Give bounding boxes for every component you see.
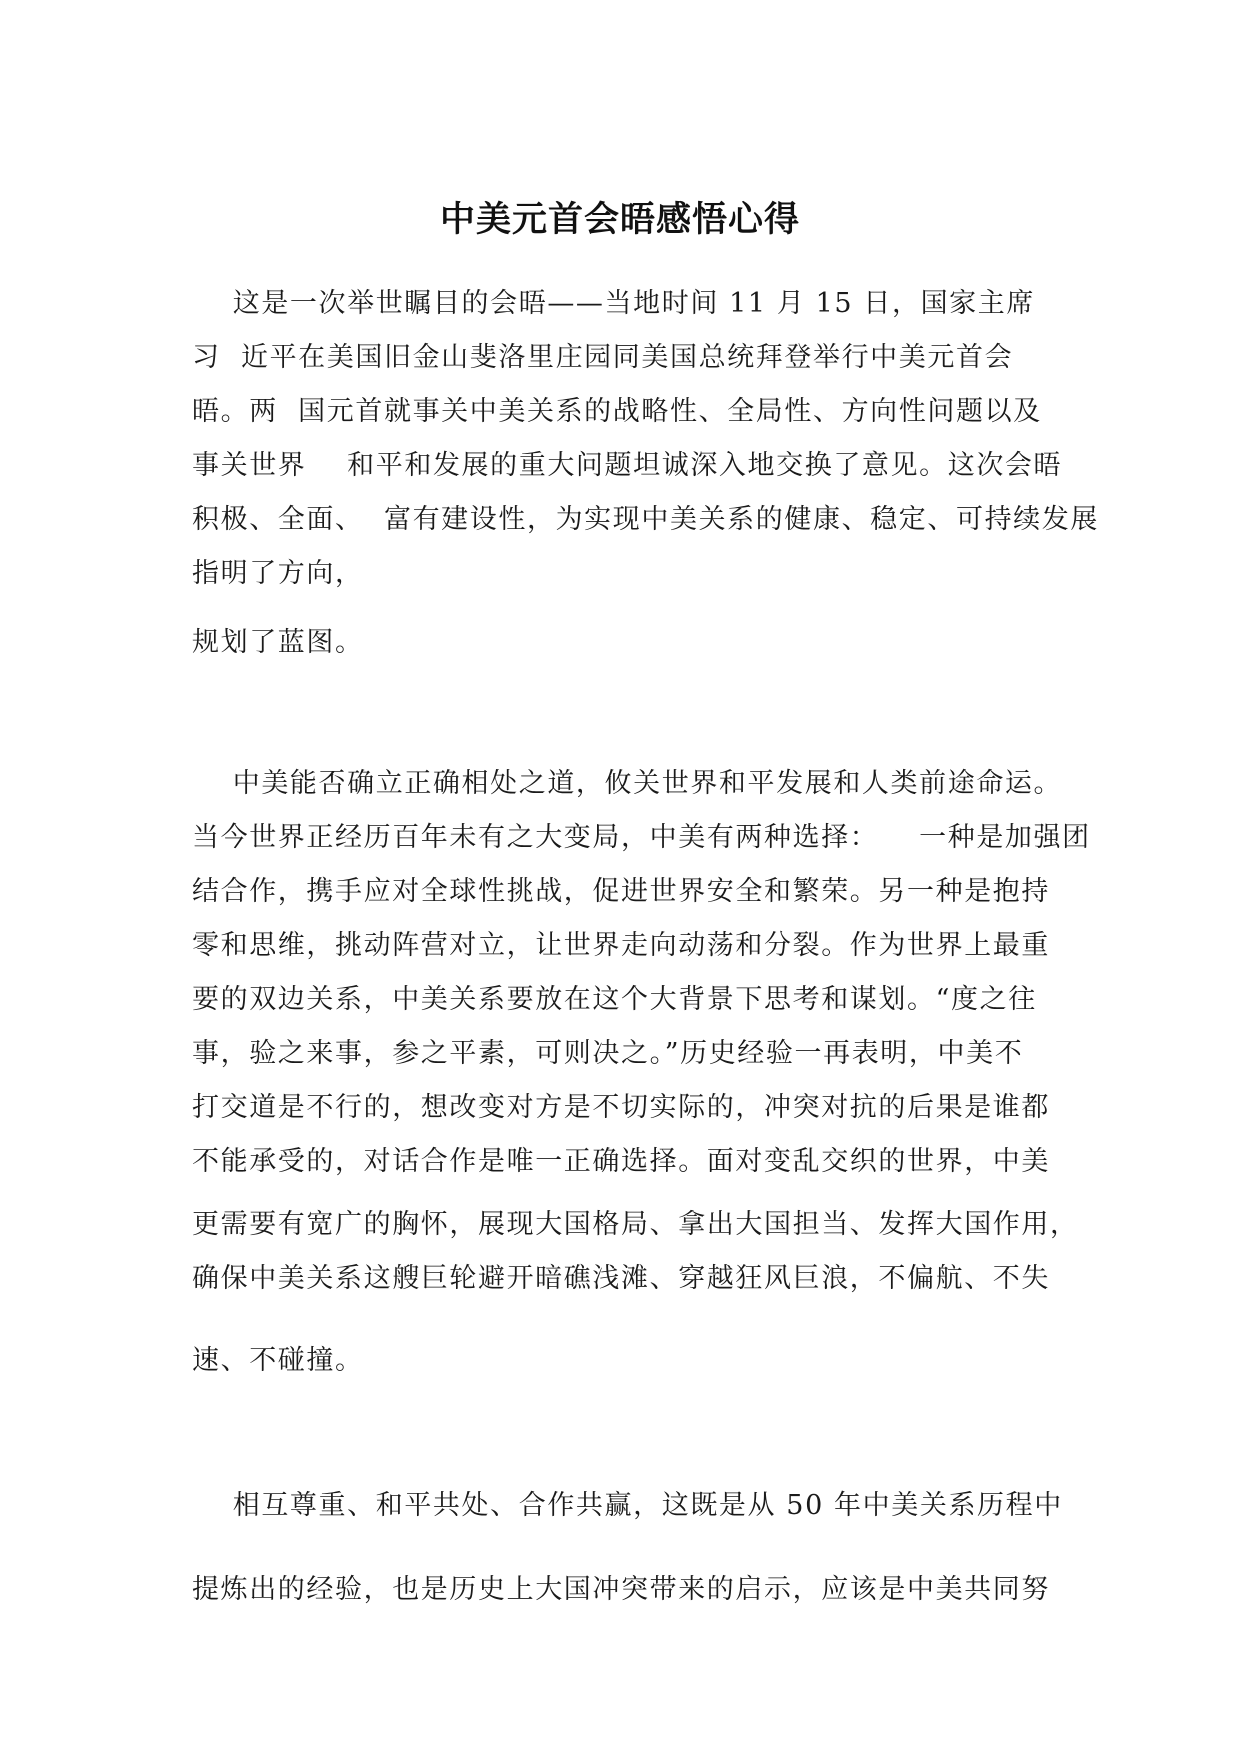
paragraph-3-line-1: 相互尊重、和平共处、合作共赢，这既是从 50 年中美关系历程中 bbox=[192, 1490, 1063, 1521]
paragraph-2-line-11: 速、不碰撞。 bbox=[192, 1345, 364, 1376]
paragraph-2-line-4: 零和思维，挑动阵营对立，让世界走向动荡和分裂。作为世界上最重 bbox=[192, 930, 1050, 961]
paragraph-2-line-1: 中美能否确立正确相处之道，攸关世界和平发展和人类前途命运。 bbox=[192, 768, 1063, 799]
paragraph-3-line-2: 提炼出的经验，也是历史上大国冲突带来的启示，应该是中美共同努 bbox=[192, 1574, 1050, 1605]
paragraph-2-line-8: 不能承受的，对话合作是唯一正确选择。面对变乱交织的世界，中美 bbox=[192, 1146, 1050, 1177]
paragraph-2-line-7: 打交道是不行的，想改变对方是不切实际的，冲突对抗的后果是谁都 bbox=[192, 1092, 1050, 1123]
paragraph-1-line-2: 习 近平在美国旧金山斐洛里庄园同美国总统拜登举行中美元首会 bbox=[192, 342, 1014, 373]
paragraph-2-line-6: 事，验之来事，参之平素，可则决之。”历史经验一再表明，中美不 bbox=[192, 1038, 1024, 1069]
paragraph-2-line-10: 确保中美关系这艘巨轮避开暗礁浅滩、穿越狂风巨浪，不偏航、不失 bbox=[192, 1263, 1050, 1294]
paragraph-1-line-3: 晤。两 国元首就事关中美关系的战略性、全局性、方向性问题以及 bbox=[192, 396, 1042, 427]
paragraph-2-line-5: 要的双边关系，中美关系要放在这个大背景下思考和谋划。“度之往 bbox=[192, 984, 1037, 1015]
paragraph-2-line-3: 结合作，携手应对全球性挑战，促进世界安全和繁荣。另一种是抱持 bbox=[192, 876, 1050, 907]
paragraph-1-line-5: 积极、全面、 富有建设性，为实现中美关系的健康、稳定、可持续发展 bbox=[192, 504, 1099, 535]
paragraph-1-line-1: 这是一次举世瞩目的会晤——当地时间 11 月 15 日，国家主席 bbox=[192, 288, 1035, 319]
paragraph-2-line-2: 当今世界正经历百年未有之大变局，中美有两种选择： 一种是加强团 bbox=[192, 822, 1091, 853]
paragraph-1-line-7: 规划了蓝图。 bbox=[192, 627, 364, 658]
paragraph-1-line-6: 指明了方向， bbox=[192, 558, 364, 589]
document-title: 中美元首会晤感悟心得 bbox=[439, 200, 800, 240]
paragraph-2-line-9: 更需要有宽广的胸怀，展现大国格局、拿出大国担当、发挥大国作用， bbox=[192, 1209, 1079, 1240]
paragraph-1-line-4: 事关世界 和平和发展的重大问题坦诚深入地交换了意见。这次会晤 bbox=[192, 450, 1063, 481]
